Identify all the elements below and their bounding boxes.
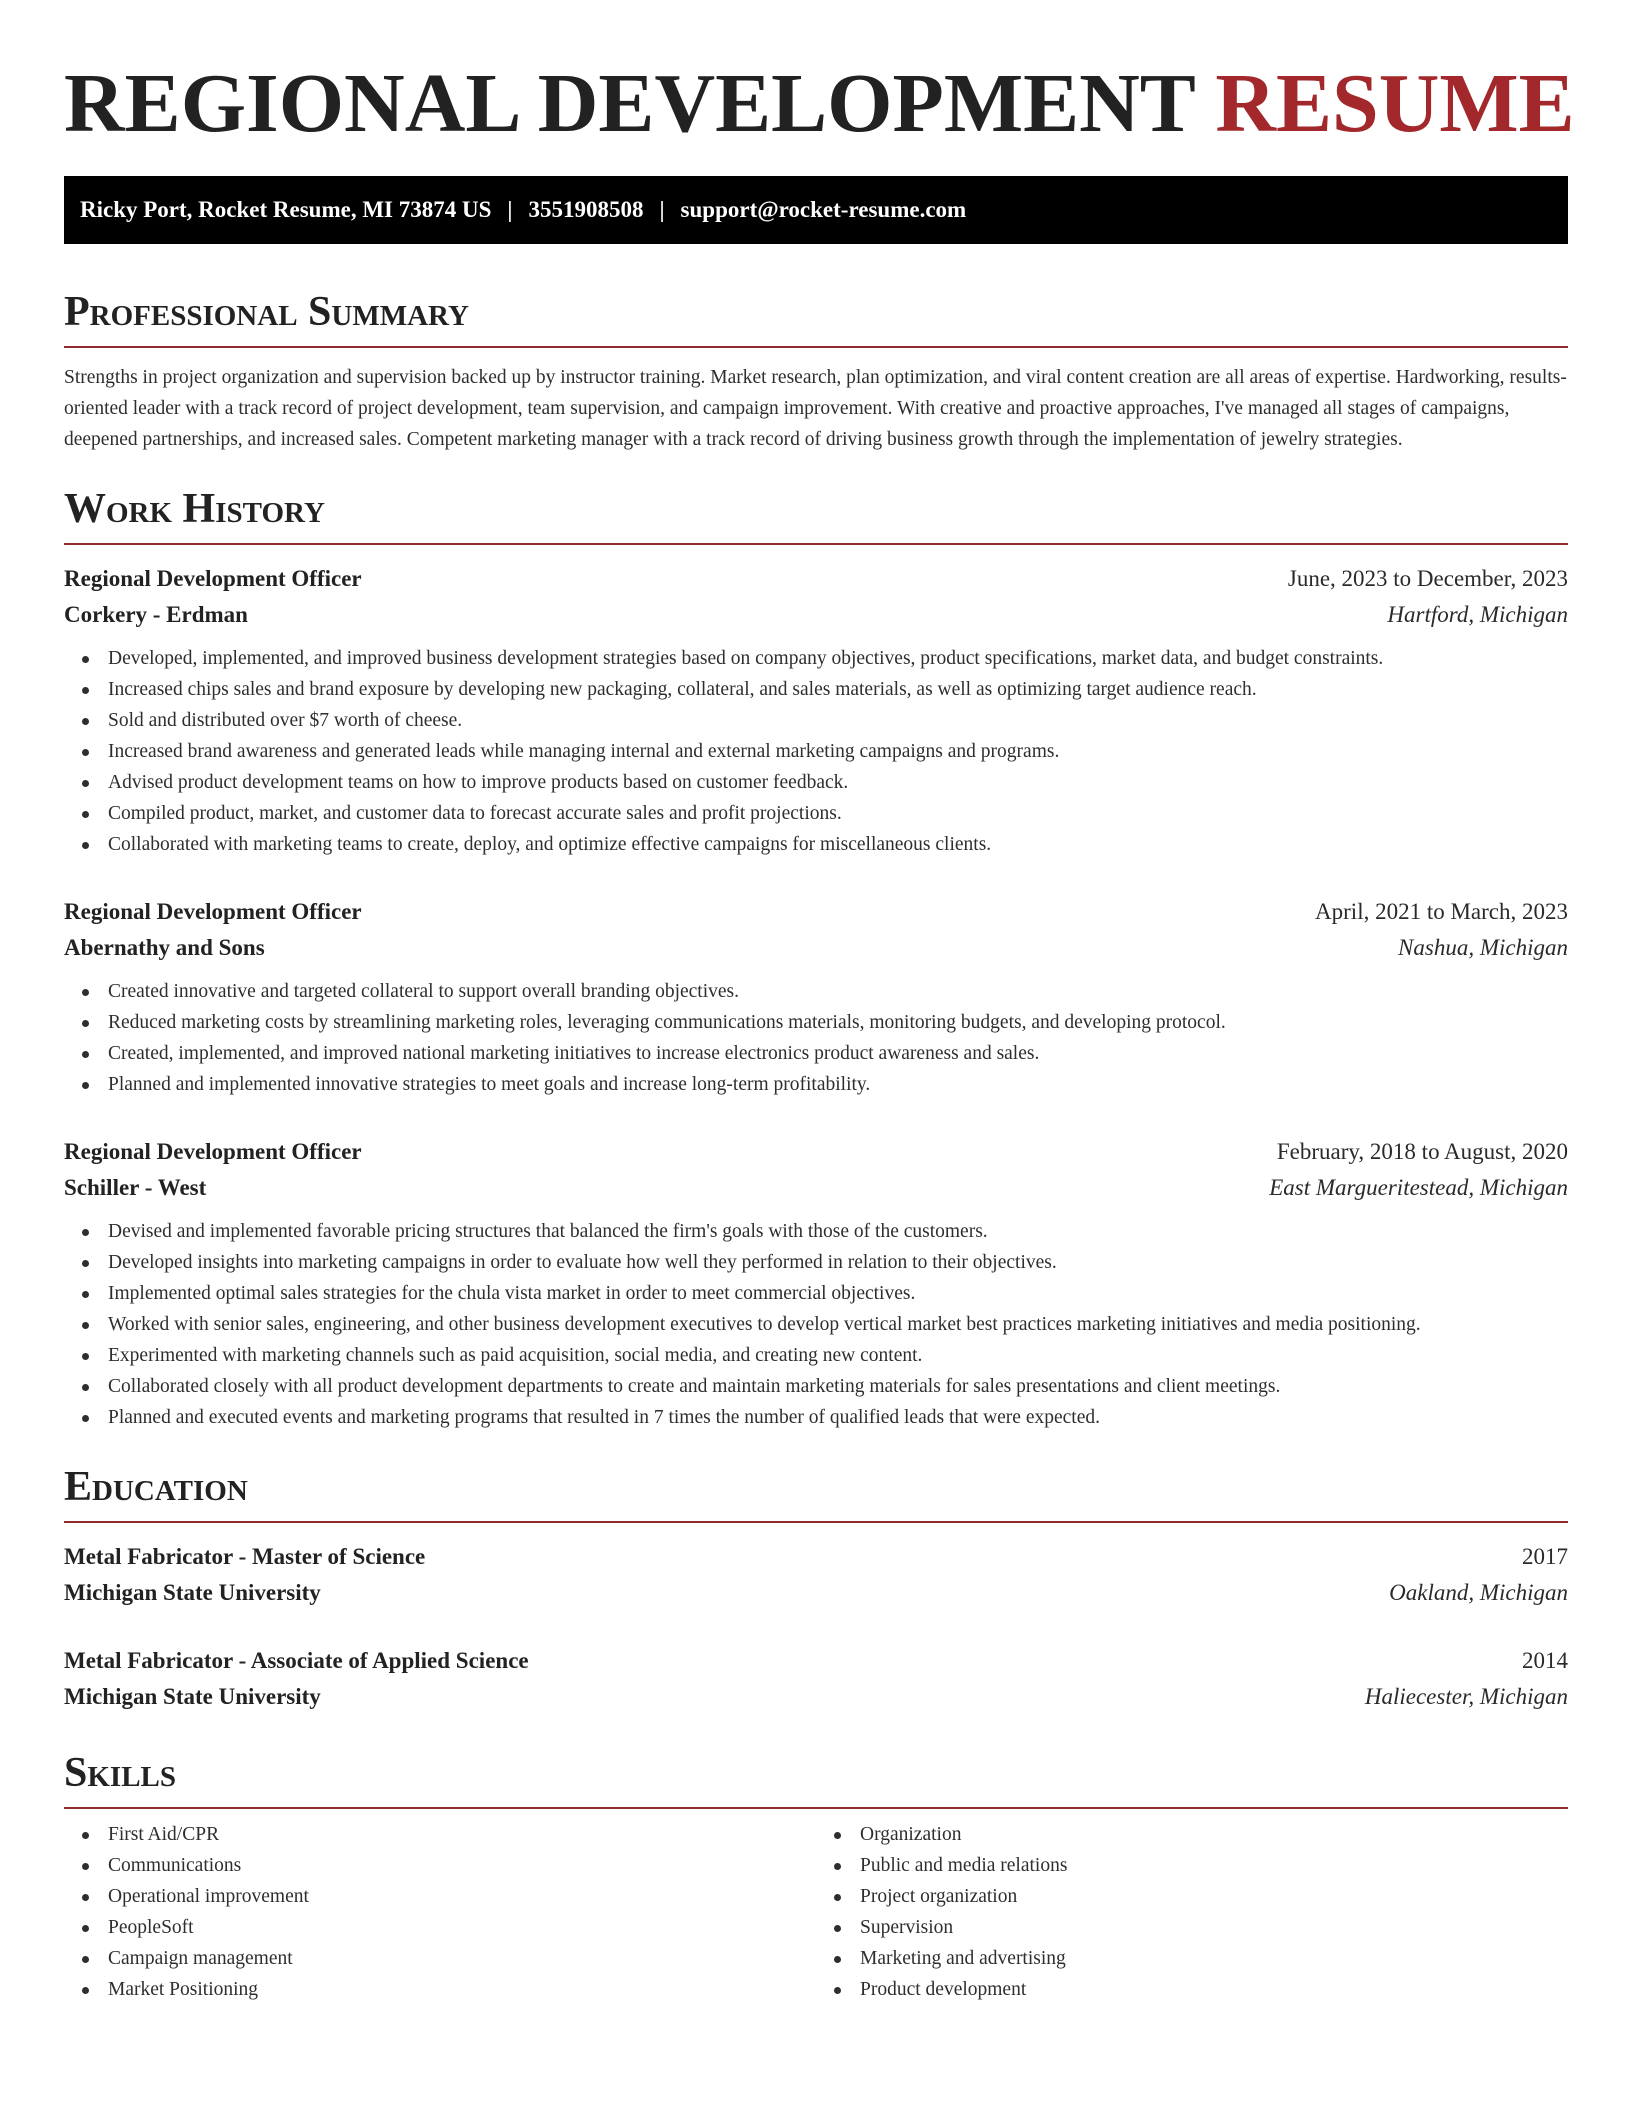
job-bullet: Devised and implemented favorable pricing structures that balanced the firm's goals with those of the customers.: [108, 1216, 1568, 1247]
job-header-row: [64, 1134, 1568, 1170]
education-degree-row: [64, 1539, 1568, 1575]
job-bullet: Planned and executed events and marketing programs that resulted in 7 times the number of qualified leads that were expected.: [108, 1402, 1568, 1433]
education-location: Haliecester, Michigan: [1364, 1684, 1568, 1709]
contact-separator: |: [659, 197, 665, 222]
job-location: Nashua, Michigan: [1398, 935, 1568, 960]
job-title: Regional Development Officer: [64, 899, 362, 924]
job-bullet: Planned and implemented innovative strategies to meet goals and increase long-term profitability.: [108, 1069, 1568, 1100]
job-bullet: Reduced marketing costs by streamlining marketing roles, leveraging communications materials, monitoring budgets, and developing protocol.: [108, 1007, 1568, 1038]
skill-item: Project organization: [860, 1881, 1568, 1912]
job-company: Schiller - West: [64, 1175, 207, 1200]
skills-list-left: [64, 1819, 816, 2005]
job-bullet: Compiled product, market, and customer data to forecast accurate sales and profit projections.: [108, 798, 1568, 829]
skill-item: First Aid/CPR: [108, 1819, 816, 1850]
skill-item: Public and media relations: [860, 1850, 1568, 1881]
summary-heading: Professional Summary: [64, 288, 1568, 348]
job-entry: [64, 1134, 1568, 1433]
job-location: Hartford, Michigan: [1387, 602, 1568, 627]
education-heading: Education: [64, 1463, 1568, 1523]
education-school: Michigan State University: [64, 1684, 321, 1709]
education-year: 2014: [1522, 1648, 1568, 1673]
job-bullets: [64, 976, 1568, 1100]
skill-item: PeopleSoft: [108, 1912, 816, 1943]
education-degree-row: [64, 1643, 1568, 1679]
job-header-row: [64, 894, 1568, 930]
contact-separator: |: [507, 197, 513, 222]
job-dates: April, 2021 to March, 2023: [1315, 899, 1568, 924]
skill-item: Product development: [860, 1974, 1568, 2005]
contact-address: Ricky Port, Rocket Resume, MI 73874 US: [80, 197, 492, 222]
education-school-row: [64, 1679, 1568, 1715]
job-bullet: Increased brand awareness and generated leads while managing internal and external marketing campaigns and programs.: [108, 736, 1568, 767]
resume-title-main: REGIONAL DEVELOPMENT: [64, 57, 1195, 150]
job-bullet: Collaborated with marketing teams to create, deploy, and optimize effective campaigns for miscellaneous clients.: [108, 829, 1568, 860]
job-bullet: Experimented with marketing channels such as paid acquisition, social media, and creating new content.: [108, 1340, 1568, 1371]
job-bullet: Implemented optimal sales strategies for the chula vista market in order to meet commercial objectives.: [108, 1278, 1568, 1309]
job-header-row: [64, 561, 1568, 597]
education-entry: [64, 1539, 1568, 1611]
job-bullet: Collaborated closely with all product development departments to create and maintain marketing materials for sales presentations and client meetings.: [108, 1371, 1568, 1402]
skill-item: Market Positioning: [108, 1974, 816, 2005]
job-dates: February, 2018 to August, 2020: [1276, 1139, 1568, 1164]
education-school-row: [64, 1575, 1568, 1611]
skill-item: Supervision: [860, 1912, 1568, 1943]
job-bullets: [64, 1216, 1568, 1433]
education-year: 2017: [1522, 1544, 1568, 1569]
job-bullet: Developed insights into marketing campaigns in order to evaluate how well they performed in relation to their objectives.: [108, 1247, 1568, 1278]
education-degree: Metal Fabricator - Associate of Applied Science: [64, 1648, 529, 1673]
contact-email: support@rocket-resume.com: [680, 197, 967, 222]
education-degree: Metal Fabricator - Master of Science: [64, 1544, 426, 1569]
job-bullets: [64, 643, 1568, 860]
job-company-row: [64, 597, 1568, 633]
job-bullet: Worked with senior sales, engineering, and other business development executives to develop vertical market best practices marketing initiatives and media positioning.: [108, 1309, 1568, 1340]
skill-item: Marketing and advertising: [860, 1943, 1568, 1974]
skills-grid: [64, 1819, 1568, 2005]
job-entry: [64, 561, 1568, 860]
job-company: Corkery - Erdman: [64, 602, 248, 627]
resume-title-accent: RESUME: [1215, 57, 1575, 150]
job-company-row: [64, 1170, 1568, 1206]
education-location: Oakland, Michigan: [1389, 1580, 1568, 1605]
job-company: Abernathy and Sons: [64, 935, 265, 960]
work-history-heading: Work History: [64, 485, 1568, 545]
skills-heading: Skills: [64, 1749, 1568, 1809]
job-bullet: Created, implemented, and improved national marketing initiatives to increase electronics product awareness and sales.: [108, 1038, 1568, 1069]
job-bullet: Created innovative and targeted collateral to support overall branding objectives.: [108, 976, 1568, 1007]
job-bullet: Increased chips sales and brand exposure by developing new packaging, collateral, and sales materials, as well as optimizing target audience reach.: [108, 674, 1568, 705]
job-entry: [64, 894, 1568, 1100]
job-bullet: Advised product development teams on how to improve products based on customer feedback.: [108, 767, 1568, 798]
skills-list-right: [816, 1819, 1568, 2005]
skill-item: Campaign management: [108, 1943, 816, 1974]
resume-title: [64, 0, 1575, 152]
skill-item: Operational improvement: [108, 1881, 816, 1912]
skill-item: Organization: [860, 1819, 1568, 1850]
job-location: East Margueritestead, Michigan: [1269, 1175, 1568, 1200]
job-bullet: Developed, implemented, and improved business development strategies based on company objectives, product specifications, market data, and budget constraints.: [108, 643, 1568, 674]
skill-item: Communications: [108, 1850, 816, 1881]
job-dates: June, 2023 to December, 2023: [1287, 566, 1568, 591]
job-title: Regional Development Officer: [64, 566, 362, 591]
contact-phone: 3551908508: [528, 197, 644, 222]
education-entry: [64, 1643, 1568, 1715]
job-title: Regional Development Officer: [64, 1139, 362, 1164]
job-bullet: Sold and distributed over $7 worth of cheese.: [108, 705, 1568, 736]
job-company-row: [64, 930, 1568, 966]
summary-text: Strengths in project organization and supervision backed up by instructor training. Market research, plan optimization, and viral content creation are all areas of expertise. Hardworking, results-oriented leader with a track record of project development, team supervision, and campaign improvement. With creative and proactive approaches, I've managed all stages of campaigns, deepened partnerships, and increased sales. Competent marketing manager with a track record of driving business growth through the implementation of jewelry strategies.: [64, 367, 1567, 450]
contact-bar: [64, 176, 1568, 244]
education-school: Michigan State University: [64, 1580, 321, 1605]
